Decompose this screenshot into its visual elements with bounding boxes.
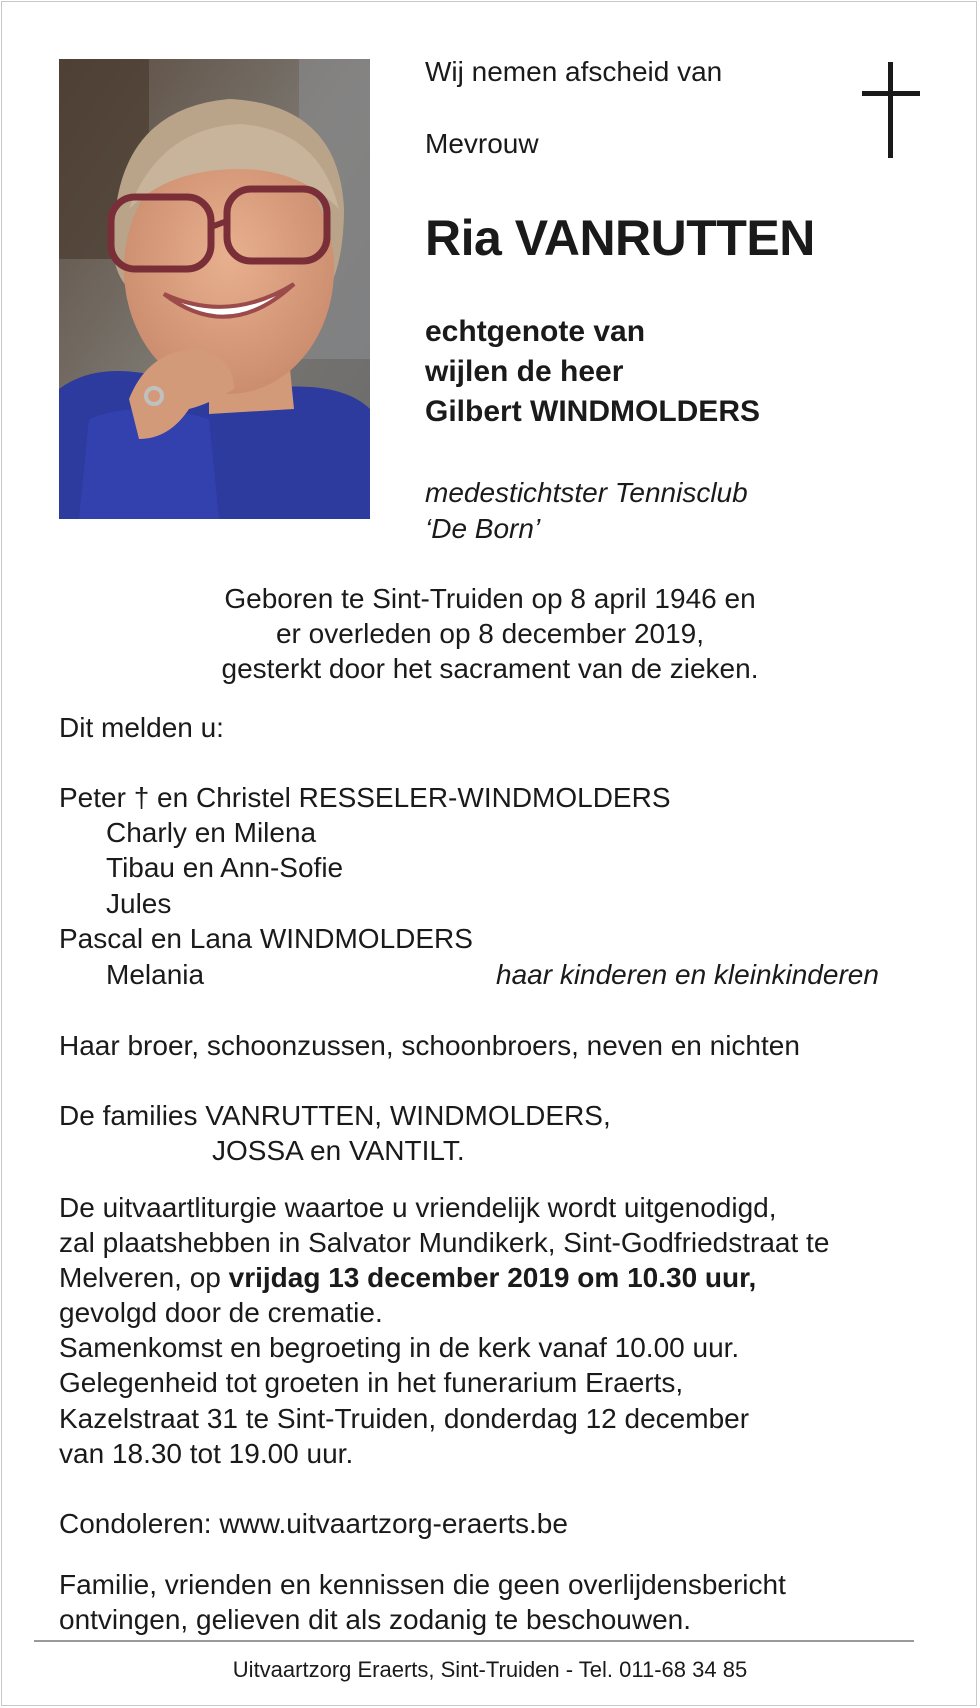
spouse-line: wijlen de heer [425, 355, 624, 388]
liturgy-line: gevolgd door de crematie. [59, 1297, 383, 1328]
closing-line: Familie, vrienden en kennissen die geen overlijdensbericht [59, 1569, 786, 1600]
liturgy-line: zal plaatshebben in Salvator Mundikerk, Sint-Godfriedstraat te [59, 1227, 830, 1258]
salutation: Mevrouw [425, 128, 539, 159]
announce-text: Dit melden u: [59, 712, 224, 743]
liturgy-line [59, 1260, 756, 1295]
deceased-name: Ria VANRUTTEN [425, 210, 815, 266]
closing-line: ontvingen, gelieven dit als zodanig te beschouwen. [59, 1604, 691, 1635]
birth-death-line: Geboren te Sint-Truiden op 8 april 1946 en [224, 583, 756, 614]
condolences-link[interactable]: Condoleren: www.uitvaartzorg-eraerts.be [59, 1508, 568, 1539]
spouse-line: echtgenote van [425, 315, 646, 348]
spouse-line: Gilbert WINDMOLDERS [425, 395, 760, 428]
relatives-line: Haar broer, schoonzussen, schoonbroers, neven en nichten [59, 1030, 800, 1061]
families-line: JOSSA en VANTILT. [212, 1135, 465, 1166]
intro-text: Wij nemen afscheid van [425, 56, 723, 87]
footer-text: Uitvaartzorg Eraerts, Sint-Truiden - Tel. 011-68 34 85 [232, 1657, 748, 1682]
families-line: De families VANRUTTEN, WINDMOLDERS, [59, 1100, 611, 1131]
liturgy-line: Samenkomst en begroeting in de kerk vanaf 10.00 uur. [59, 1332, 740, 1363]
cross-icon [862, 62, 920, 158]
portrait-photo [59, 59, 370, 519]
liturgy-line: Kazelstraat 31 te Sint-Truiden, donderdag 12 december [59, 1403, 750, 1434]
birth-death-line: gesterkt door het sacrament van de zieken. [221, 653, 759, 684]
family-line: Pascal en Lana WINDMOLDERS [59, 923, 473, 954]
liturgy-line: De uitvaartliturgie waartoe u vriendelijk wordt uitgenodigd, [59, 1192, 777, 1223]
liturgy-line: van 18.30 tot 19.00 uur. [59, 1438, 354, 1469]
liturgy-prefix: Melveren, op [59, 1262, 229, 1293]
grandchild-line: Jules [106, 888, 172, 919]
birth-death-line: er overleden op 8 december 2019, [275, 618, 705, 649]
grandchild-line: Melania [106, 959, 205, 990]
family-caption: haar kinderen en kleinkinderen [496, 959, 879, 990]
role-line: medestichtster Tennisclub [425, 477, 748, 508]
liturgy-line: Gelegenheid tot groeten in het funerarium Eraerts, [59, 1367, 684, 1398]
grandchild-line: Charly en Milena [106, 817, 317, 848]
footer-divider [34, 1640, 914, 1642]
family-line: Peter † en Christel RESSELER-WINDMOLDERS [59, 782, 671, 813]
liturgy-datetime: vrijdag 13 december 2019 om 10.30 uur, [228, 1262, 757, 1293]
role-line: ‘De Born’ [425, 513, 541, 544]
grandchild-line: Tibau en Ann-Sofie [106, 852, 344, 883]
